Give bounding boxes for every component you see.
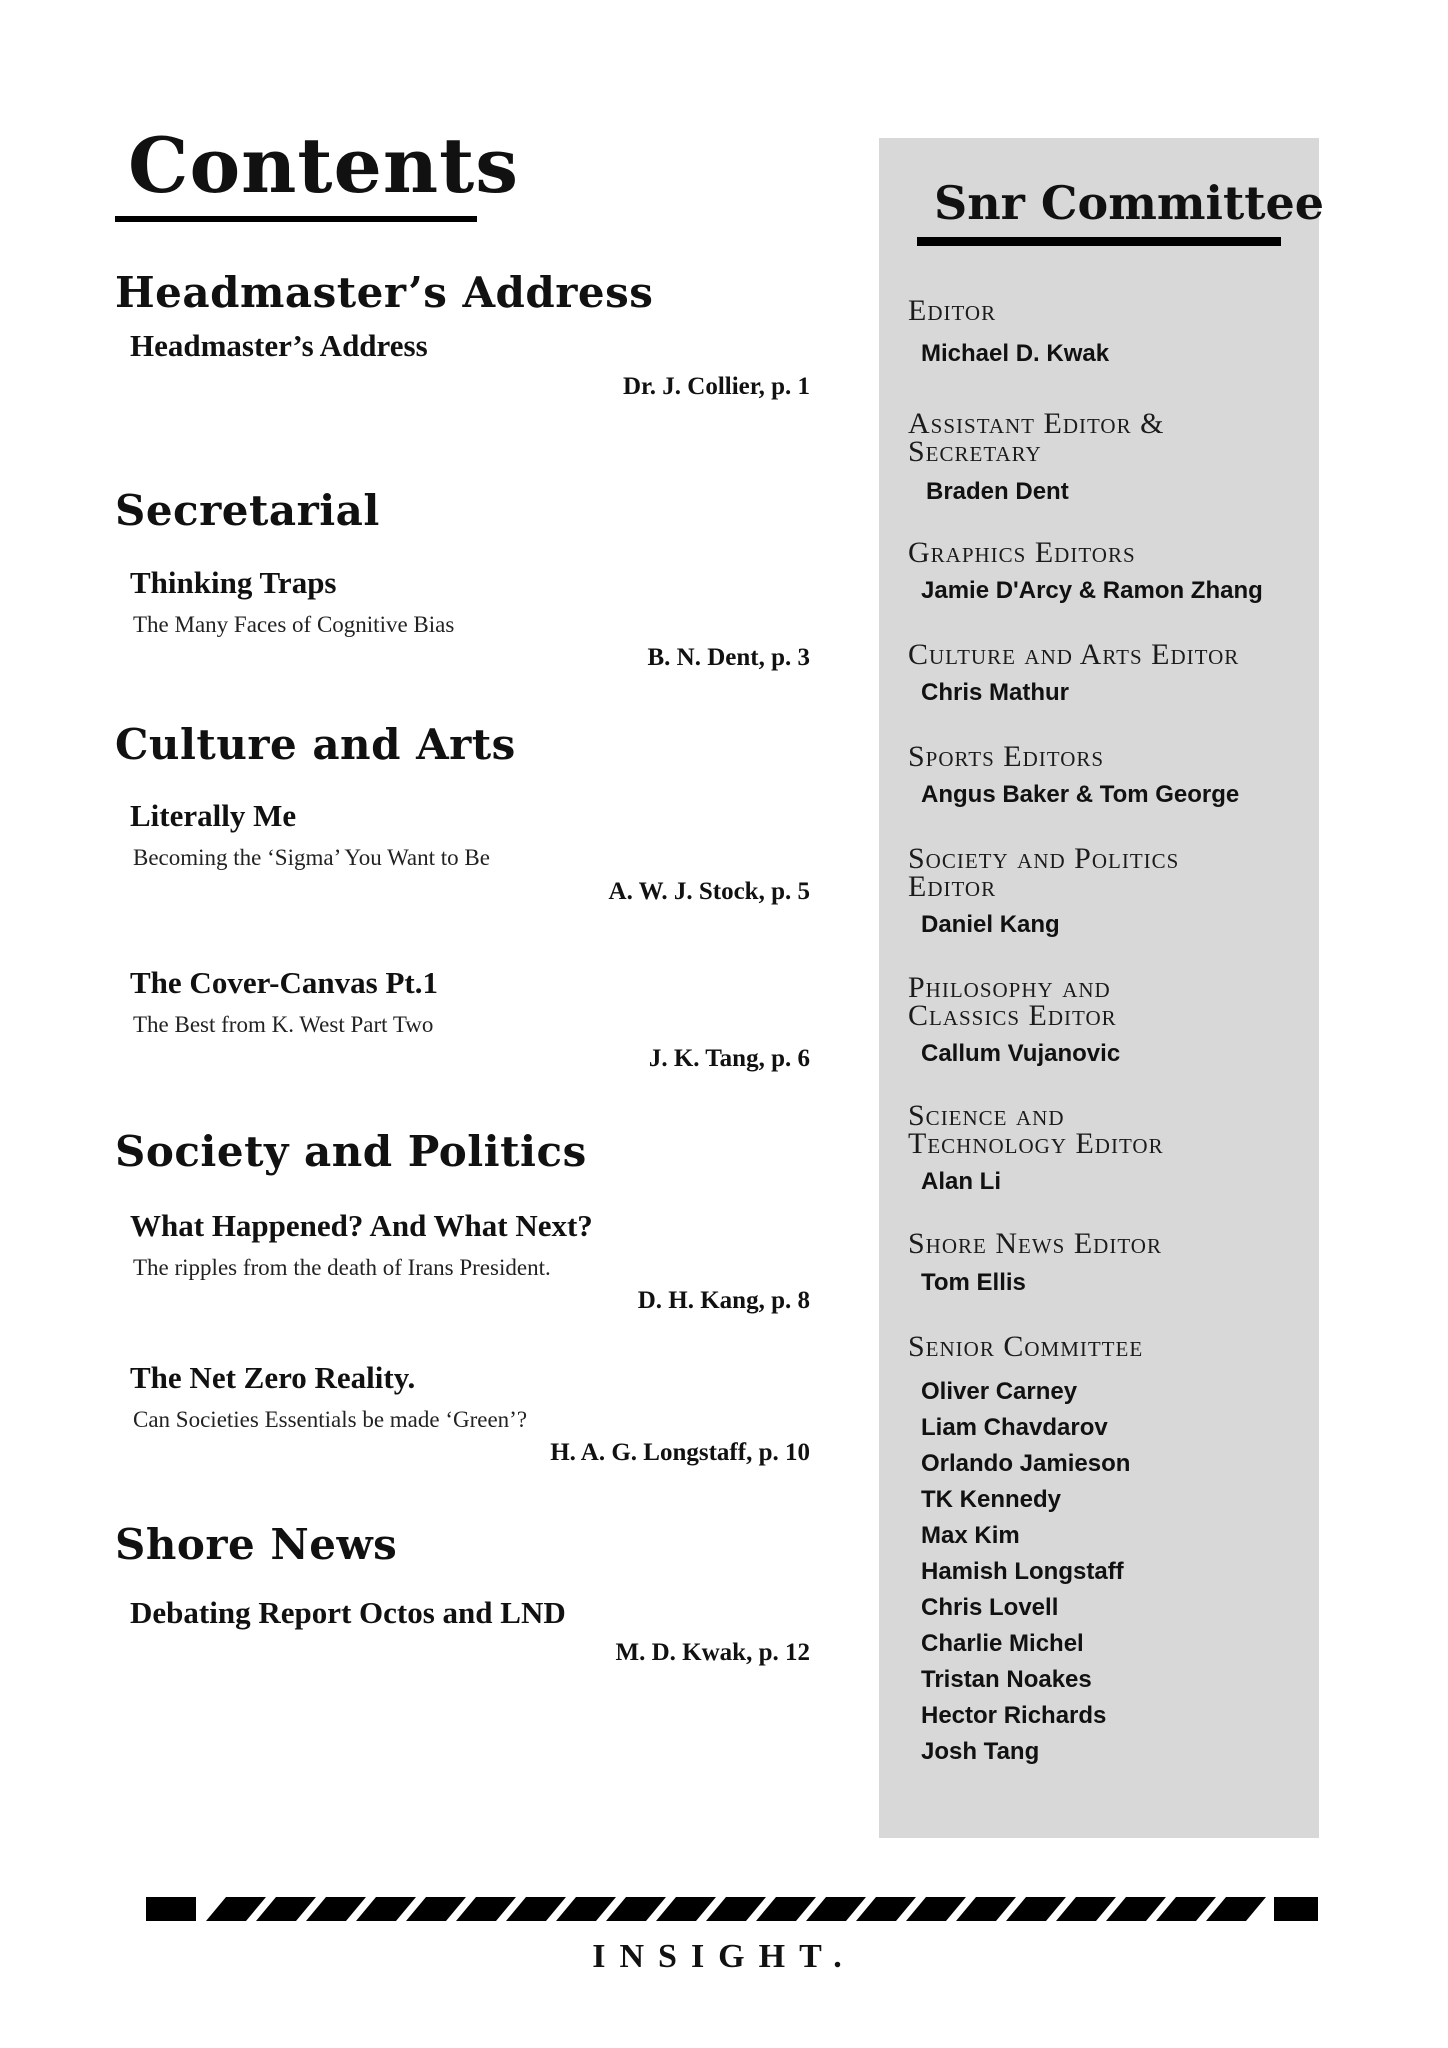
article-title: The Net Zero Reality. — [130, 1360, 416, 1395]
member-name: Max Kim — [921, 1522, 1020, 1549]
contents-title: Contents — [128, 121, 520, 210]
role-name: Braden Dent — [926, 478, 1069, 505]
role-name: Angus Baker & Tom George — [921, 781, 1240, 808]
section-heading-shore-news: Shore News — [115, 1520, 398, 1569]
article-author: A. W. J. Stock, p. 5 — [608, 878, 810, 905]
member-name: Josh Tang — [921, 1738, 1040, 1765]
section-heading-secretarial: Secretarial — [115, 486, 380, 535]
article-author: H. A. G. Longstaff, p. 10 — [550, 1439, 810, 1466]
section-heading-society-politics: Society and Politics — [115, 1127, 587, 1176]
article-subtitle: Can Societies Essentials be made ‘Green’? — [133, 1407, 528, 1432]
member-name: Orlando Jamieson — [921, 1450, 1131, 1477]
article-subtitle: Becoming the ‘Sigma’ You Want to Be — [133, 845, 490, 870]
role-label: Sports Editors — [908, 740, 1105, 773]
committee-title: Snr Committee — [934, 176, 1325, 230]
role-name: Alan Li — [921, 1168, 1002, 1195]
article-author: M. D. Kwak, p. 12 — [615, 1639, 810, 1666]
role-label: Shore News Editor — [908, 1227, 1162, 1260]
article-subtitle: The Many Faces of Cognitive Bias — [133, 612, 455, 637]
member-name: Chris Lovell — [921, 1594, 1059, 1621]
article-author: J. K. Tang, p. 6 — [648, 1045, 810, 1072]
article-title: Thinking Traps — [130, 565, 337, 600]
member-name: Charlie Michel — [921, 1630, 1084, 1657]
masthead-footer: INSIGHT. — [592, 1938, 856, 1975]
article-author: B. N. Dent, p. 3 — [647, 644, 810, 671]
role-label: Assistant Editor & Secretary — [908, 407, 1165, 468]
role-label: Philosophy and Classics Editor — [908, 971, 1117, 1032]
role-label: Graphics Editors — [908, 536, 1136, 569]
role-label: Senior Committee — [908, 1330, 1144, 1363]
member-name: TK Kennedy — [921, 1486, 1062, 1513]
role-label: Society and Politics Editor — [908, 842, 1180, 903]
section-heading-headmaster: Headmaster’s Address — [115, 268, 654, 317]
hazard-stripe-divider — [146, 1897, 1318, 1921]
senior-committee-list — [921, 1374, 1130, 1770]
committee-underline — [917, 237, 1281, 246]
role-name: Chris Mathur — [921, 679, 1070, 706]
article-title: Headmaster’s Address — [130, 328, 428, 363]
article-title: The Cover-Canvas Pt.1 — [130, 965, 438, 1000]
role-label: Culture and Arts Editor — [908, 638, 1240, 671]
article-title: What Happened? And What Next? — [130, 1208, 593, 1243]
article-title: Debating Report Octos and LND — [130, 1595, 566, 1630]
member-name: Hector Richards — [921, 1702, 1107, 1729]
member-name: Oliver Carney — [921, 1378, 1078, 1405]
article-author: D. H. Kang, p. 8 — [637, 1287, 810, 1314]
role-name: Tom Ellis — [921, 1269, 1026, 1296]
member-name: Liam Chavdarov — [921, 1414, 1108, 1441]
role-label: Science and Technology Editor — [908, 1099, 1164, 1160]
contents-underline — [115, 216, 477, 222]
role-label: Editor — [908, 294, 997, 327]
article-subtitle: The ripples from the death of Irans President. — [133, 1255, 551, 1280]
section-heading-culture-arts: Culture and Arts — [115, 720, 516, 769]
article-subtitle: The Best from K. West Part Two — [133, 1012, 434, 1037]
member-name: Tristan Noakes — [921, 1666, 1092, 1693]
role-name: Callum Vujanovic — [921, 1040, 1121, 1067]
article-author: Dr. J. Collier, p. 1 — [622, 373, 810, 400]
article-title: Literally Me — [130, 798, 297, 833]
member-name: Hamish Longstaff — [921, 1558, 1124, 1585]
role-name: Michael D. Kwak — [921, 340, 1110, 367]
role-name: Daniel Kang — [921, 911, 1060, 938]
role-name: Jamie D'Arcy & Ramon Zhang — [921, 577, 1263, 604]
